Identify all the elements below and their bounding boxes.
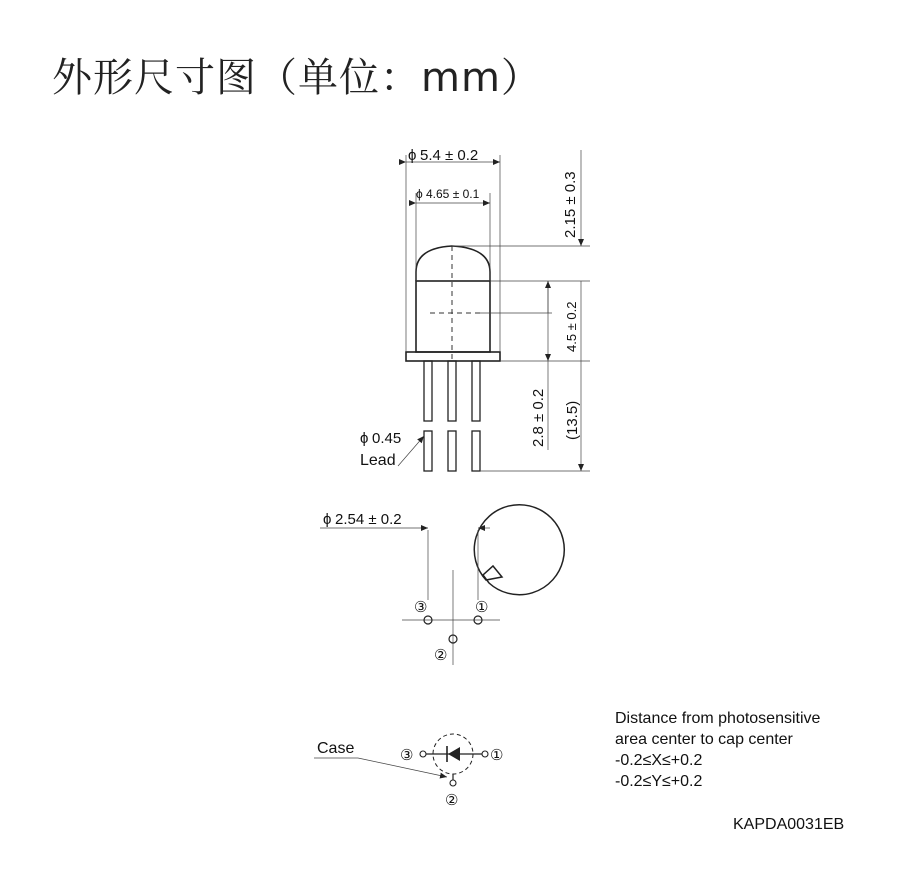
pin-circle-label: 2.54 ± 0.2	[335, 511, 402, 528]
dim-outer-label: 5.4 ± 0.2	[420, 147, 479, 164]
case-label: Case	[317, 740, 355, 757]
dim-gap-label: 2.8 ± 0.2	[530, 388, 547, 447]
circuit-pin-2: ②	[445, 792, 459, 809]
terminal-2	[450, 780, 456, 786]
terminal-1	[482, 751, 488, 757]
drawing-code: KAPDA0031EB	[733, 816, 845, 833]
pin-3-label: ③	[414, 599, 428, 616]
note-line-1: Distance from photosensitive	[615, 710, 821, 727]
dim-inner-phi: ϕ	[416, 187, 423, 201]
base-outline	[474, 505, 564, 595]
lead-dia-label: 0.45	[372, 430, 402, 447]
note-line-2: area center to cap center	[615, 731, 793, 748]
flange	[406, 352, 500, 361]
pin-circle-phi: ϕ	[323, 511, 332, 528]
dim-inner-label: 4.65 ± 0.1	[426, 187, 480, 201]
circuit-symbol	[314, 734, 503, 809]
cap-body	[416, 281, 490, 352]
dim-body-label: 4.5 ± 0.2	[564, 301, 579, 352]
terminal-3	[420, 751, 426, 757]
cap-dome	[416, 246, 490, 281]
dim-top-label: 2.15 ± 0.3	[562, 171, 579, 238]
pin-1-label: ①	[475, 599, 489, 616]
diode-triangle	[448, 747, 460, 761]
circuit-pin-1: ①	[490, 747, 504, 764]
leads-lower	[424, 431, 480, 471]
pin-2-label: ②	[434, 647, 448, 664]
circuit-pin-3: ③	[400, 747, 414, 764]
lead-dia-phi: ϕ	[360, 430, 369, 447]
position-note	[615, 708, 820, 792]
dim-outer-phi: ϕ	[408, 147, 417, 164]
lead-leader	[398, 436, 424, 466]
bottom-view	[320, 505, 564, 665]
note-line-4: -0.2≤Y≤+0.2	[615, 773, 703, 790]
note-line-3: -0.2≤X≤+0.2	[615, 752, 703, 769]
leads-upper	[424, 361, 480, 421]
lead-label: Lead	[360, 452, 396, 469]
side-view	[360, 147, 590, 471]
diagram-title: 外形尺寸图（单位：mm）	[52, 55, 542, 101]
dim-lead-label: (13.5)	[564, 400, 581, 440]
